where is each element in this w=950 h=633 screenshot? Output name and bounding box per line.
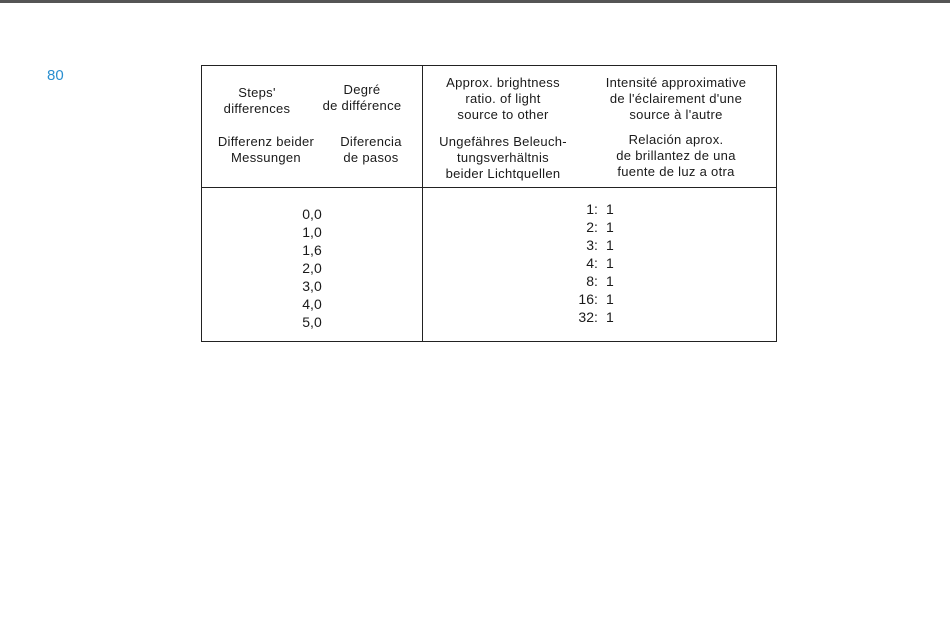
ratio-left: 3 — [586, 237, 594, 253]
ratio-row — [423, 272, 778, 290]
ratio-colon: : — [594, 237, 598, 253]
header-ratio-es — [586, 132, 766, 180]
header-line: Relación aprox. — [628, 132, 724, 147]
ratio-column — [423, 200, 778, 326]
header-ratio-fr — [586, 75, 766, 123]
header-line: de pasos — [343, 150, 399, 165]
steps-value: 4,0 — [302, 296, 322, 312]
header-line: Degré — [343, 82, 381, 97]
ratio-right: 1 — [606, 309, 614, 325]
header-line: differences — [223, 101, 291, 116]
header-line: fuente de luz a otra — [617, 164, 735, 179]
ratio-colon: : — [594, 255, 598, 271]
header-steps-fr — [312, 82, 412, 114]
header-line: Approx. brightness — [446, 75, 560, 90]
header-line: de l'éclairement d'une — [609, 91, 743, 106]
header-steps-en — [212, 85, 302, 117]
ratio-left: 2 — [586, 219, 594, 235]
ratio-left: 4 — [586, 255, 594, 271]
header-steps-es — [326, 134, 416, 166]
ratio-colon: : — [594, 309, 598, 325]
steps-value: 1,6 — [302, 242, 322, 258]
ratio-row — [423, 290, 778, 308]
ratio-row — [423, 200, 778, 218]
ratio-row — [423, 254, 778, 272]
ratio-colon: : — [594, 273, 598, 289]
header-line: Intensité approximative — [605, 75, 747, 90]
steps-value: 5,0 — [302, 314, 322, 330]
header-line: tungsverhältnis — [457, 150, 549, 165]
header-ratio-de — [430, 134, 576, 182]
page-number: 80 — [47, 67, 64, 84]
ratio-row — [423, 308, 778, 326]
header-line: Diferencia — [340, 134, 402, 149]
conversion-table — [201, 65, 777, 342]
header-line: Differenz beider — [217, 134, 315, 149]
steps-value: 1,0 — [302, 224, 322, 240]
ratio-right: 1 — [606, 201, 614, 217]
header-line: Messungen — [231, 150, 301, 165]
header-line: source à l'autre — [629, 107, 723, 122]
ratio-right: 1 — [606, 255, 614, 271]
ratio-right: 1 — [606, 219, 614, 235]
steps-value: 0,0 — [302, 206, 322, 222]
ratio-right: 1 — [606, 273, 614, 289]
ratio-row — [423, 218, 778, 236]
steps-value: 3,0 — [302, 278, 322, 294]
header-steps-de — [206, 134, 326, 166]
ratio-colon: : — [594, 201, 598, 217]
steps-column — [202, 205, 422, 331]
ratio-colon: : — [594, 291, 598, 307]
header-ratio-en — [430, 75, 576, 123]
ratio-left: 32 — [578, 309, 594, 325]
header-line: de différence — [322, 98, 402, 113]
header-line: source to other — [457, 107, 549, 122]
header-line: ratio. of light — [465, 91, 541, 106]
header-line: Steps' — [238, 85, 276, 100]
header-line: de brillantez de una — [616, 148, 736, 163]
ratio-colon: : — [594, 219, 598, 235]
header-line: Ungefähres Beleuch- — [439, 134, 567, 149]
ratio-left: 16 — [578, 291, 594, 307]
ratio-right: 1 — [606, 291, 614, 307]
ratio-left: 8 — [586, 273, 594, 289]
top-rule — [0, 0, 950, 3]
ratio-row — [423, 236, 778, 254]
header-line: beider Lichtquellen — [445, 166, 561, 181]
steps-value: 2,0 — [302, 260, 322, 276]
ratio-left: 1 — [586, 201, 594, 217]
header-divider — [202, 187, 776, 188]
ratio-right: 1 — [606, 237, 614, 253]
